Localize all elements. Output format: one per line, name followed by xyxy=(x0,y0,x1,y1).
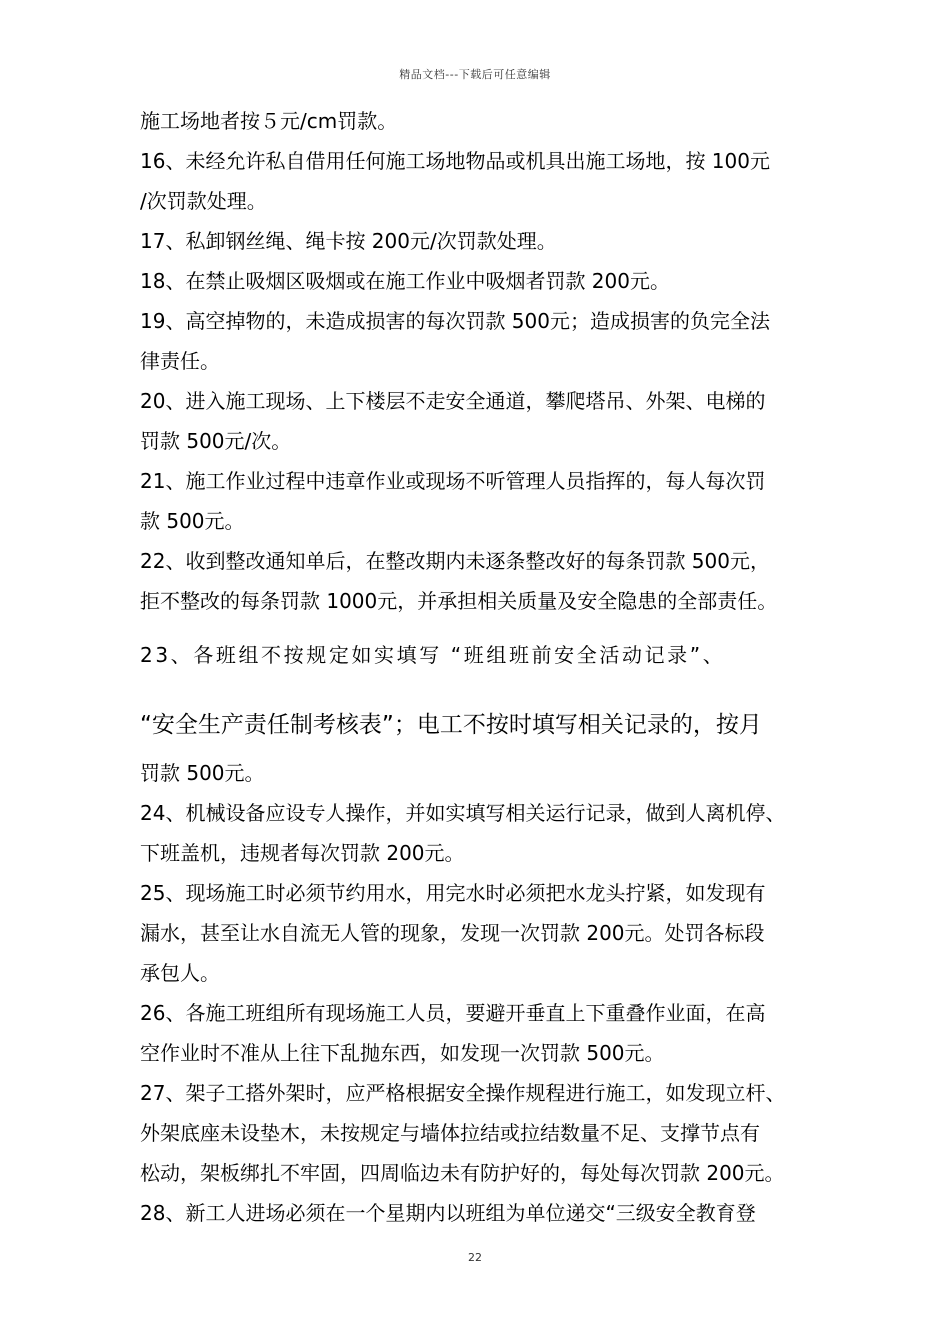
text-line: 18、在禁止吸烟区吸烟或在施工作业中吸烟者罚款 200元。 xyxy=(140,269,670,293)
text-line-item-23: 23、各班组不按规定如实填写 “班组班前安全活动记录”、 xyxy=(140,643,726,667)
text-line: 罚款 500元/次。 xyxy=(140,429,292,453)
page-header: 精品文档---下载后可任意编辑 xyxy=(399,68,551,81)
text-line: 外架底座未设垫木，未按规定与墙体拉结或拉结数量不足、支撑节点有 xyxy=(140,1121,760,1145)
text-line: 17、私卸钢丝绳、绳卡按 200元/次罚款处理。 xyxy=(140,229,557,253)
text-line: 罚款 500元。 xyxy=(140,761,265,785)
text-line: 承包人。 xyxy=(140,961,220,985)
text-line: 20、进入施工现场、上下楼层不走安全通道，攀爬塔吊、外架、电梯的 xyxy=(140,389,766,413)
text-line: 下班盖机，违规者每次罚款 200元。 xyxy=(140,841,465,865)
text-line: 28、新工人进场必须在一个星期内以班组为单位递交“三级安全教育登 xyxy=(140,1201,756,1225)
text-line: 款 500元。 xyxy=(140,509,245,533)
text-line: 22、收到整改通知单后，在整改期内未逐条整改好的每条罚款 500元， xyxy=(140,549,770,573)
text-line: 漏水，甚至让水自流无人管的现象，发现一次罚款 200元。处罚各标段 xyxy=(140,921,765,945)
document-body xyxy=(140,101,840,1233)
text-line-item-23-cont: “安全生产责任制考核表”；电工不按时填写相关记录的，按月 xyxy=(140,712,762,738)
text-line: 空作业时不准从上往下乱抛东西，如发现一次罚款 500元。 xyxy=(140,1041,665,1065)
text-line: 松动，架板绑扎不牢固，四周临边未有防护好的，每处每次罚款 200元。 xyxy=(140,1161,785,1185)
text-line: 拒不整改的每条罚款 1000元，并承担相关质量及安全隐患的全部责任。 xyxy=(140,589,778,613)
text-line: 19、高空掉物的，未造成损害的每次罚款 500元；造成损害的负完全法 xyxy=(140,309,770,333)
text-line: 律责任。 xyxy=(140,349,220,373)
text-line: 26、各施工班组所有现场施工人员，要避开垂直上下重叠作业面，在高 xyxy=(140,1001,766,1025)
text-line: /次罚款处理。 xyxy=(140,189,267,213)
text-line: 25、现场施工时必须节约用水，用完水时必须把水龙头拧紧，如发现有 xyxy=(140,881,766,905)
text-line: 27、架子工搭外架时，应严格根据安全操作规程进行施工，如发现立杆、 xyxy=(140,1081,786,1105)
text-line: 21、施工作业过程中违章作业或现场不听管理人员指挥的，每人每次罚 xyxy=(140,469,766,493)
text-line: 24、机械设备应设专人操作，并如实填写相关运行记录，做到人离机停、 xyxy=(140,801,786,825)
page-number: 22 xyxy=(468,1251,482,1264)
text-line: 16、未经允许私自借用任何施工场地物品或机具出施工场地，按 100元 xyxy=(140,149,770,173)
text-line: 施工场地者按５元/cm罚款。 xyxy=(140,109,398,133)
